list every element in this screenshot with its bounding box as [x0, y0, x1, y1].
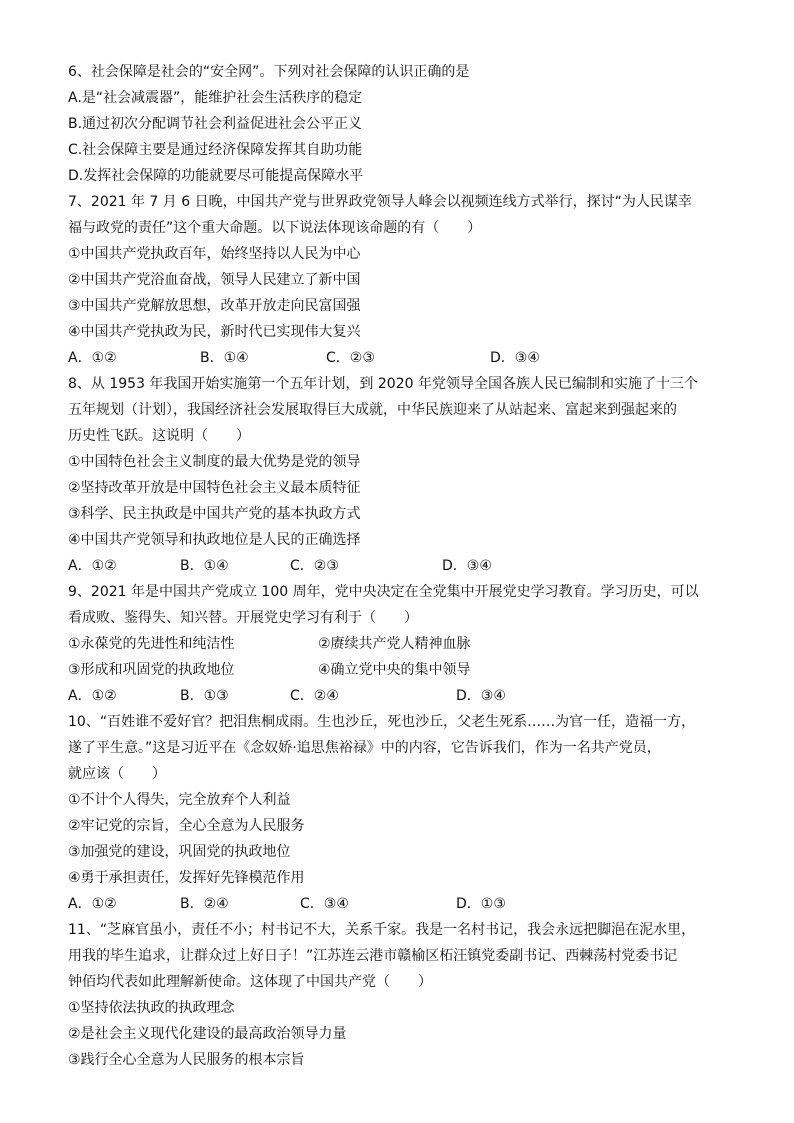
- statement-line: ③加强党的建设，巩固党的执政地位: [68, 844, 291, 860]
- question-stem: 遂了平生意。”这是习近平在《念奴娇·追思焦裕禄》中的内容，它告诉我们，作为一名共产党员，: [68, 740, 661, 756]
- question-stem: 9、2021 年是中国共产党成立 100 周年，党中央决定在全党集中开展党史学习教育。学习历史，可以: [68, 584, 699, 600]
- question-stem: 钟佰均代表如此理解新使命。这体现了中国共产党（ ）: [68, 974, 432, 990]
- statement-line: ③科学、民主执政是中国共产党的基本执政方式: [68, 506, 361, 522]
- statement-item: ③形成和巩固党的执政地位: [68, 662, 235, 678]
- statement-line: ③践行全心全意为人民服务的根本宗旨: [68, 1052, 305, 1068]
- answer-option-c: C．②③: [326, 350, 375, 366]
- statement-line: ①中国特色社会主义制度的最大优势是党的领导: [68, 454, 361, 470]
- option-line: A.是“社会减震器”，能维护社会生活秩序的稳定: [68, 90, 363, 106]
- question-stem: 6、社会保障是社会的“安全网”。下列对社会保障的认识正确的是: [68, 64, 470, 80]
- answer-option-a: A．①②: [68, 688, 117, 704]
- answer-option-d: D．③④: [490, 350, 540, 366]
- statement-line: ③中国共产党解放思想，改革开放走向民富国强: [68, 298, 361, 314]
- question-stem: 8、从 1953 年我国开始实施第一个五年计划，到 2020 年党领导全国各族人民已编制和实施了十三个: [68, 376, 698, 392]
- answer-option-d: D．③④: [456, 688, 506, 704]
- answer-option-c: C．②④: [290, 688, 339, 704]
- option-line: B.通过初次分配调节社会利益促进社会公平正义: [68, 116, 363, 132]
- answer-option-a: A．①②: [68, 896, 117, 912]
- statement-line: ②是社会主义现代化建设的最高政治领导力量: [68, 1026, 347, 1042]
- question-stem: 历史性飞跃。这说明（ ）: [68, 428, 250, 444]
- statement-line: ②牢记党的宗旨，全心全意为人民服务: [68, 818, 305, 834]
- answer-option-b: B．①③: [180, 688, 229, 704]
- statement-line: ①中国共产党执政百年，始终坚持以人民为中心: [68, 246, 361, 262]
- question-stem: 7、2021 年 7 月 6 日晚，中国共产党与世界政党领导人峰会以视频连线方式举行，探讨“为人民谋幸: [68, 194, 692, 210]
- question-stem: 福与政党的责任”这个重大命题。以下说法体现该命题的有（ ）: [68, 220, 482, 236]
- statement-line: ④中国共产党领导和执政地位是人民的正确选择: [68, 532, 361, 548]
- statement-line: ①不计个人得失，完全放弃个人利益: [68, 792, 291, 808]
- answer-option-a: A．①②: [68, 350, 117, 366]
- answer-option-d: D．①③: [456, 896, 506, 912]
- statement-line: ②中国共产党浴血奋战，领导人民建立了新中国: [68, 272, 361, 288]
- question-stem: 用我的毕生追求，让群众过上好日子！”江苏连云港市赣榆区柘汪镇党委副书记、西棘荡村党委书记: [68, 948, 678, 964]
- statement-line: ②坚持改革开放是中国特色社会主义最本质特征: [68, 480, 361, 496]
- statement-item: ②赓续共产党人精神血脉: [318, 636, 471, 652]
- answer-option-d: D．③④: [442, 558, 492, 574]
- option-line: C.社会保障主要是通过经济保障发挥其自助功能: [68, 142, 363, 158]
- answer-option-c: C．②③: [290, 558, 339, 574]
- statement-item: ①永葆党的先进性和纯洁性: [68, 636, 235, 652]
- answer-option-b: B．②④: [180, 896, 229, 912]
- statement-line: ①坚持依法执政的执政理念: [68, 1000, 235, 1016]
- option-line: D.发挥社会保障的功能就要尽可能提高保障水平: [68, 168, 364, 184]
- question-stem: 就应该（ ）: [68, 766, 166, 782]
- statement-item: ④确立党中央的集中领导: [318, 662, 471, 678]
- answer-option-b: B．①④: [180, 558, 229, 574]
- question-stem: 五年规划（计划），我国经济社会发展取得巨大成就，中华民族迎来了从站起来、富起来到强起来的: [68, 402, 677, 418]
- question-stem: 看成败、鉴得失、知兴替。开展党史学习有利于（ ）: [68, 610, 418, 626]
- answer-option-c: C．③④: [300, 896, 349, 912]
- statement-line: ④中国共产党执政为民，新时代已实现伟大复兴: [68, 324, 361, 340]
- answer-option-a: A．①②: [68, 558, 117, 574]
- statement-line: ④勇于承担责任，发挥好先锋模范作用: [68, 870, 305, 886]
- question-stem: 11、“芝麻官虽小，责任不小；村书记不大，关系千家。我是一名村书记，我会永远把脚浥在泥水里，: [68, 922, 696, 938]
- answer-option-b: B．①④: [200, 350, 249, 366]
- question-stem: 10、“百姓谁不爱好官？把泪焦桐成雨。生也沙丘，死也沙丘，父老生死系……为官一任，造福一方，: [68, 714, 696, 730]
